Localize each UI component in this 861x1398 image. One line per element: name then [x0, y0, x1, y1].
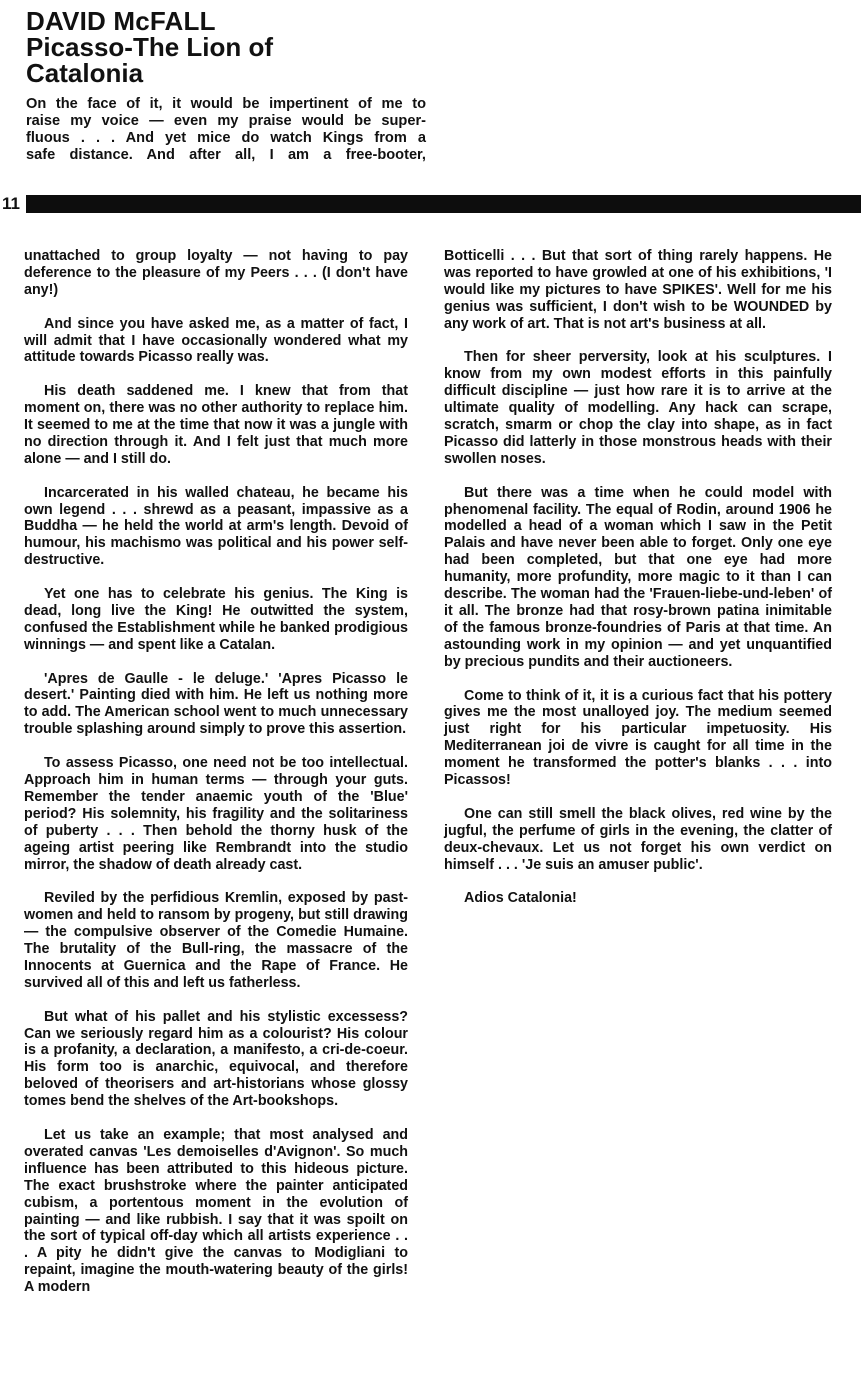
page-divider	[0, 193, 861, 215]
intro-line: raise my voice — even my praise would be super-	[26, 113, 426, 129]
paragraph: Reviled by the perfidious Kremlin, exposed by past-women and held to ransom by progeny, but still drawing — the compulsive observer of the Comedie Humaine. The brutality of the Bull-ring, the massacre of the Innocents at Guernica and the Rape of France. He survived all of this and left us fatherless.	[24, 890, 408, 991]
paragraph: Yet one has to celebrate his genius. The King is dead, long live the King! He outwitted the system, confused the Establishment while he banked prodigious winnings — and spent like a Catalan.	[24, 586, 408, 653]
page-number: 11	[2, 194, 20, 213]
paragraph: Botticelli . . . But that sort of thing rarely happens. He was reported to have growled at one of his exhibitions, 'I would like my pictures to have SPIKES'. Well for me his genius was sufficient, I don't wish to be WOUNDED by any work of art. That is not art's business at all.	[444, 248, 832, 332]
paragraph: His death saddened me. I knew that from that moment on, there was no other authority to replace him. It seemed to me at the time that now it was a jungle with no direction through it. And I felt just that much more alone — and I still do.	[24, 383, 408, 467]
right-column	[444, 248, 832, 924]
article-title-line-1: Picasso-The Lion of	[26, 32, 274, 62]
paragraph: Let us take an example; that most analysed and overated canvas 'Les demoiselles d'Avignon'. So much influence has been attributed to this hideous picture. The exact brushstroke where the painter anticipated cubism, a portentous moment in the evolution of painting — and like rubbish. I say that it was spoilt on the sort of typical off-day which all artists experience . . . A pity he didn't give the canvas to Modigliani to repaint, imagine the mouth-watering beauty of the girls! A modern	[24, 1126, 408, 1296]
intro-paragraph	[26, 96, 426, 164]
intro-line: safe distance. And after all, I am a free-booter,	[26, 147, 426, 163]
article-header	[26, 8, 426, 164]
left-column	[24, 248, 408, 1313]
paragraph: To assess Picasso, one need not be too intellectual. Approach him in human terms — through your guts. Remember the tender anaemic youth of the 'Blue' period? His solemnity, his fragility and the solitariness of puberty . . . Then behold the thorny husk of the ageing artist peering like Rembrandt into the studio mirror, the shadow of death already cast.	[24, 755, 408, 873]
intro-line: On the face of it, it would be impertinent of me to	[26, 96, 426, 112]
paragraph: And since you have asked me, as a matter of fact, I will admit that I have occasionally wondered what my attitude towards Picasso really was.	[24, 315, 408, 366]
paragraph: Incarcerated in his walled chateau, he became his own legend . . . shrewd as a peasant, impassive as a Buddha — he held the world at arm's length. Devoid of humour, his machismo was political and his power self-destructive.	[24, 484, 408, 569]
paragraph: One can still smell the black olives, red wine by the jugful, the perfume of girls in the evening, the clatter of deux-chevaux. Let us not forget his own verdict on himself . . . 'Je suis an amuser public'.	[444, 805, 832, 873]
paragraph: Then for sheer perversity, look at his sculptures. I know from my own modest efforts in this painfully difficult discipline — just how rare it is to arrive at the ultimate quality of modelling. Any hack can scrape, scratch, smarm or chop the clay into shape, as in fact Picasso did latterly in those monstrous heads with their swollen noses.	[444, 349, 832, 467]
intro-line: fluous . . . And yet mice do watch Kings from a	[26, 130, 426, 146]
divider-rule	[26, 195, 861, 213]
paragraph: 'Apres de Gaulle - le deluge.' 'Apres Picasso le desert.' Painting died with him. He left us nothing more to add. The American school went to much unnecessary trouble splashing around simply to prove this assertion.	[24, 670, 408, 738]
paragraph: Come to think of it, it is a curious fact that his pottery gives me the most unalloyed joy. The medium seemed just right for his particular impetuosity. His Mediterranean joi de vivre is caught for all time in the moment he transformed the potter's blanks . . . into Picassos!	[444, 687, 832, 789]
paragraph: unattached to group loyalty — not having to pay deference to the pleasure of my Peers . . . (I don't have any!)	[24, 248, 408, 298]
paragraph: But what of his pallet and his stylistic excessess? Can we seriously regard him as a colourist? His colour is a profanity, a declaration, a manifesto, a cri-de-coeur. His form too is anarchic, equivocal, and therefore beloved of theorisers and art-historians whose glossy tomes bend the shelves of the Art-bookshops.	[24, 1008, 408, 1110]
article-title-line-2: Catalonia	[26, 58, 144, 88]
closing-line: Adios Catalonia!	[464, 890, 577, 907]
author-name: DAVID McFALL	[26, 6, 216, 36]
paragraph: But there was a time when he could model with phenomenal facility. The equal of Rodin, around 1906 he modelled a head of a woman which I saw in the Petit Palais and have never been able to forget. Only one eye had been completed, but that one eye had more humanity, more profundity, more magic to it than I can describe. The woman had the 'Frauen-liebe-und-leben' of it all. The bronze had that rosy-brown patina inimitable of the famous bronze-foundries of Paris at that time. An astounding work in my opinion — and yet unquantified by precious pundits and their auctioneers.	[444, 484, 832, 670]
